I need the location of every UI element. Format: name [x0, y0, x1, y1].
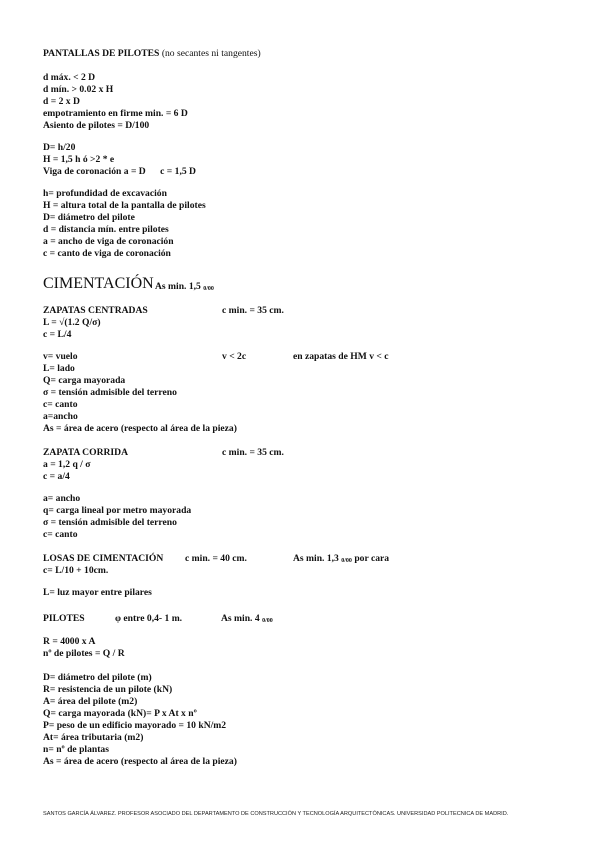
- pantallas-title: PANTALLAS DE PILOTES: [43, 48, 160, 59]
- page-footer: SANTOS GARCÍA ÁLVAREZ. PROFESOR ASOCIADO DEL DEPARTAMENTO DE CONSTRUCCIÓN Y TECNOLOGÍA ARQUITECTÓNICAS. UNIVERSIDAD POLITECNICA DE MADRID.: [43, 811, 509, 817]
- pilotes-as-min: As min. 4 0/00: [221, 613, 273, 624]
- zapata-corrida-def: a= ancho: [43, 493, 81, 504]
- viga-c: c = 1,5 D: [160, 166, 196, 177]
- zapata-corrida-def: q= carga lineal por metro mayorada: [43, 505, 192, 516]
- zapata-corrida-formula: a = 1,2 q / σ: [43, 459, 91, 470]
- zapatas-def: c= canto: [43, 399, 78, 410]
- zapata-corrida-cmin: c min. = 35 cm.: [222, 447, 284, 458]
- pantallas-def: h= profundidad de excavación: [43, 188, 167, 199]
- zapatas-vuelo-cond: v < 2c: [222, 351, 247, 362]
- zapatas-formula-L: L = √(1.2 Q/σ): [43, 317, 101, 328]
- per-mil-unit: 0/00: [341, 558, 352, 564]
- pilotes-def: n= nº de plantas: [43, 744, 109, 755]
- zapatas-centradas-cmin: c min. = 35 cm.: [222, 305, 284, 316]
- pantallas-line: empotramiento en firme min. = 6 D: [43, 108, 188, 119]
- zapata-corrida-def: c= canto: [43, 529, 78, 540]
- pantallas-subtitle: (no secantes ni tangentes): [161, 48, 261, 59]
- losas-formula: c= L/10 + 10cm.: [43, 565, 109, 576]
- zapatas-def: Q= carga mayorada: [43, 375, 126, 386]
- pantallas-line: d mín. > 0.02 x H: [43, 84, 114, 95]
- cimentacion-as-min: As min. 1,5 0/00: [155, 281, 214, 292]
- zapatas-centradas-title: ZAPATAS CENTRADAS: [43, 305, 148, 316]
- viga-coronacion-line: [43, 166, 196, 178]
- pilotes-formula: R = 4000 x A: [43, 636, 96, 647]
- zapatas-def: a=ancho: [43, 411, 78, 422]
- zapatas-vuelo-note: en zapatas de HM v < c: [293, 351, 389, 362]
- pantallas-def: a = ancho de viga de coronación: [43, 236, 174, 247]
- zapata-corrida-title: ZAPATA CORRIDA: [43, 447, 129, 458]
- section-heading-pantallas: [43, 48, 261, 60]
- per-mil-unit: 0/00: [262, 618, 273, 624]
- pilotes-def: D= diámetro del pilote (m): [43, 672, 152, 683]
- pilotes-def: A= área del pilote (m2): [43, 696, 138, 707]
- pantallas-def: d = distancia mín. entre pilotes: [43, 224, 169, 235]
- cimentacion-title: CIMENTACIÓN: [43, 275, 154, 292]
- pantallas-def: H = altura total de la pantalla de pilotes: [43, 200, 206, 211]
- losas-def: L= luz mayor entre pilares: [43, 587, 152, 598]
- zapatas-def: σ = tensión admisible del terreno: [43, 387, 177, 398]
- pantallas-line: d = 2 x D: [43, 96, 80, 107]
- pilotes-def: Q= carga mayorada (kN)= P x At x nº: [43, 708, 197, 719]
- pilotes-phi: φ entre 0,4- 1 m.: [115, 613, 183, 624]
- pantallas-def: c = canto de viga de coronación: [43, 248, 171, 259]
- zapatas-vuelo-label: v= vuelo: [43, 351, 78, 362]
- per-mil-unit: 0/00: [203, 286, 214, 292]
- pilotes-formula: nº de pilotes = Q / R: [43, 648, 125, 659]
- zapata-corrida-formula: c = a/4: [43, 471, 70, 482]
- losas-as-min: As min. 1,3 0/00 por cara: [293, 553, 390, 564]
- zapatas-def: L= lado: [43, 363, 75, 374]
- viga-label: Viga de coronación a = D: [43, 166, 146, 177]
- pilotes-def: At= área tributaria (m2): [43, 732, 144, 743]
- pilotes-def: As = área de acero (respecto al área de la pieza): [43, 756, 237, 767]
- pantallas-formula: D= h/20: [43, 142, 76, 153]
- losas-cmin: c min. = 40 cm.: [185, 553, 247, 564]
- zapata-corrida-def: σ = tensión admisible del terreno: [43, 517, 177, 528]
- pantallas-def: D= diámetro del pilote: [43, 212, 135, 223]
- pantallas-line: Asiento de pilotes = D/100: [43, 120, 150, 131]
- pilotes-title: PILOTES: [43, 613, 85, 624]
- pantallas-formula: H = 1,5 h ó >2 * e: [43, 154, 115, 165]
- pilotes-def: R= resistencia de un pilote (kN): [43, 684, 173, 695]
- pilotes-def: P= peso de un edificio mayorado = 10 kN/m2: [43, 720, 227, 731]
- pantallas-line: d máx. < 2 D: [43, 72, 96, 83]
- zapatas-def: As = área de acero (respecto al área de la pieza): [43, 423, 237, 434]
- losas-title: LOSAS DE CIMENTACIÓN: [43, 553, 164, 564]
- zapatas-formula-c: c = L/4: [43, 329, 72, 340]
